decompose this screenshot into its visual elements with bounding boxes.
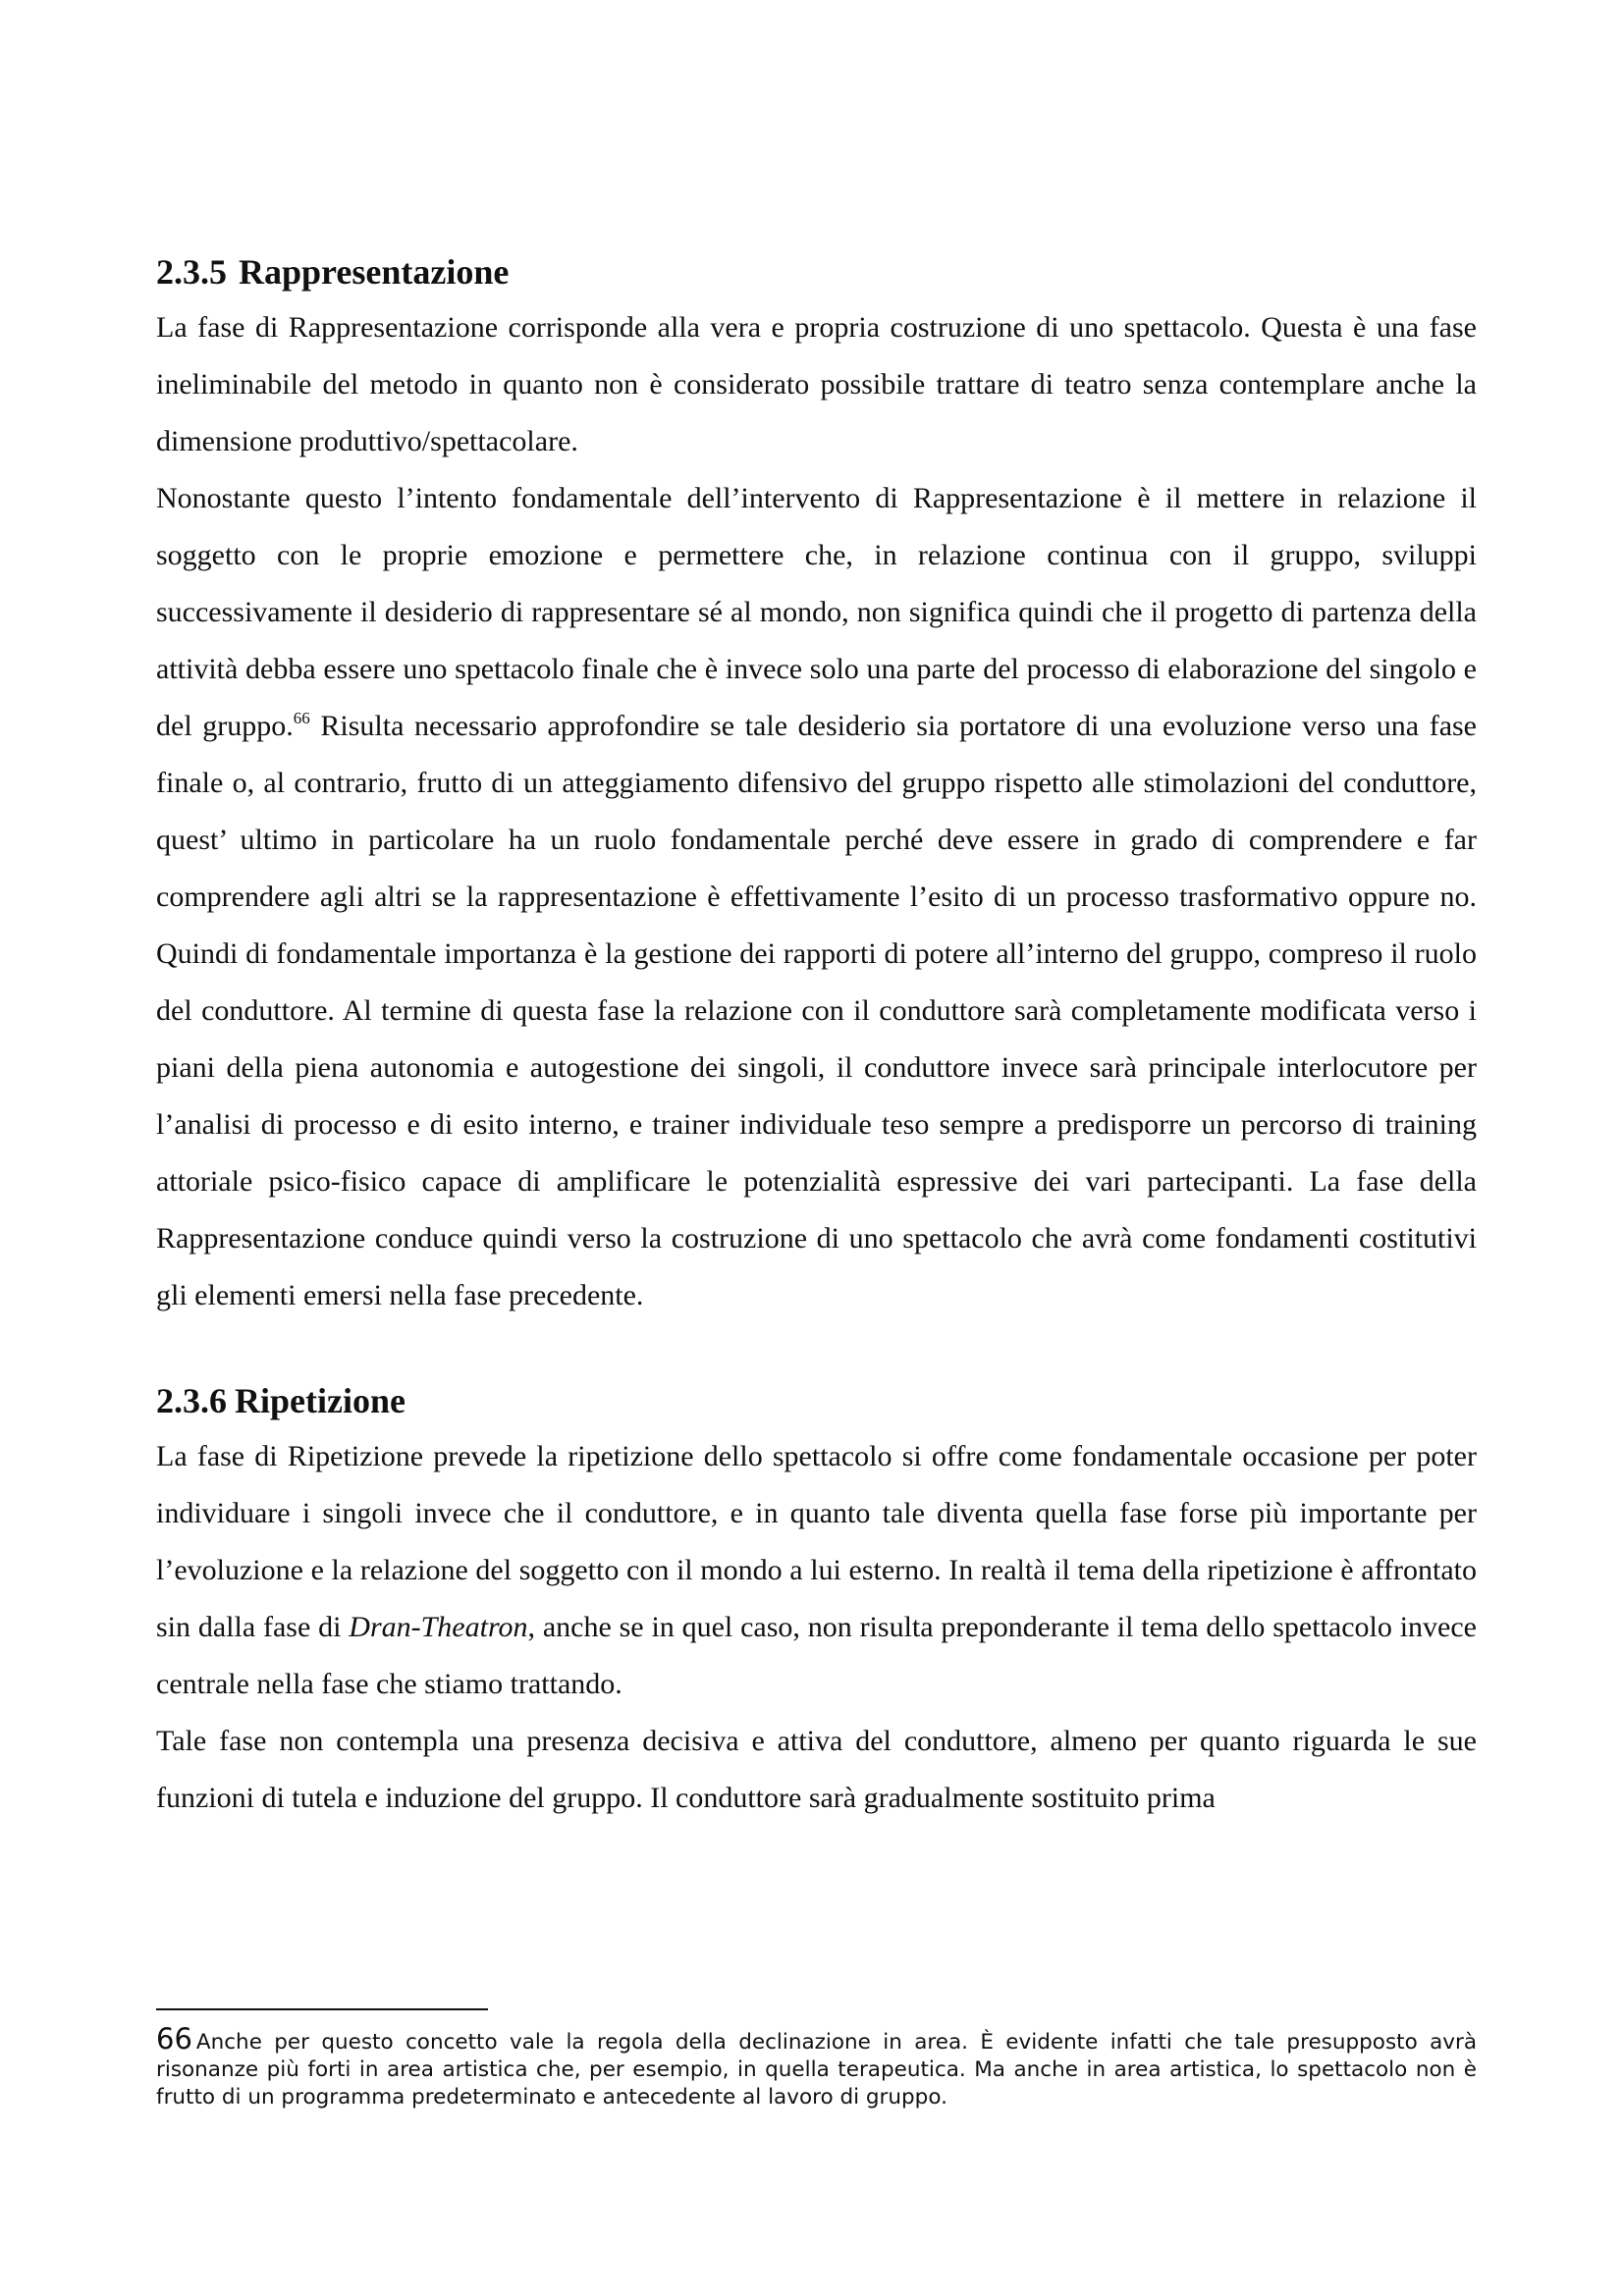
footnote-separator: [156, 2008, 488, 2010]
section-title: Rappresentazione: [239, 252, 510, 292]
paragraph: La fase di Rappresentazione corrisponde alla vera e propria costruzione di uno spettacolo. Questa è una fase ineliminabile del metodo in quanto non è considerato possibile trattare di teatro senza contemplare anche la dimensione produttivo/spettacolare.: [156, 311, 1477, 457]
footnote-text: Anche per questo concetto vale la regola della declinazione in area. È evidente infatti che tale presupposto avrà risonanze più forti in area artistica che, per esempio, in quella terapeutica. Ma anche in area artistica, lo spettacolo non è frutto di un programma predeterminato e antecedente al lavoro di gruppo.: [156, 2030, 1477, 2109]
section-heading-rappresentazione: [156, 248, 1477, 295]
section-title: Ripetizione: [235, 1381, 406, 1420]
section-number: 2.3.5: [156, 252, 227, 292]
section-heading-ripetizione: [156, 1377, 1477, 1424]
main-content: [156, 248, 1477, 1827]
paragraph-text: , anche se in quel caso, non risulta preponderante il tema dello spettacolo invece centrale nella fase che stiamo trattando.: [156, 1611, 1477, 1700]
paragraph-text: Nonostante questo l’intento fondamentale dell’intervento di Rappresentazione è il mettere in relazione il soggetto con le proprie emozione e permettere che, in relazione continua con il gruppo, sviluppi successivamente il desiderio di rappresentare sé al mondo, non significa quindi che il progetto di partenza della attività debba essere uno spettacolo finale che è invece solo una parte del processo di elaborazione del singolo e del gruppo.: [156, 482, 1477, 742]
footnote: [156, 2022, 1477, 2111]
paragraph: [156, 470, 1477, 1324]
paragraph-text: La fase di Ripetizione prevede la ripetizione dello spettacolo si offre come fondamentale occasione per poter individuare i singoli invece che il conduttore, e in quanto tale diventa quella fase forse più importante per l’evoluzione e la relazione del soggetto con il mondo a lui esterno. In realtà il tema della ripetizione è affrontato sin dalla fase di: [156, 1440, 1477, 1643]
footnote-number: 66: [156, 2022, 192, 2056]
italic-term: Dran-Theatron: [349, 1611, 528, 1643]
section-number: 2.3.6: [156, 1381, 227, 1420]
paragraph: Tale fase non contempla una presenza decisiva e attiva del conduttore, almeno per quanto riguarda le sue funzioni di tutela e induzione del gruppo. Il conduttore sarà gradualmente sostituito prima: [156, 1725, 1477, 1814]
section-spacer: [156, 1324, 1477, 1377]
paragraph-text: Risulta necessario approfondire se tale desiderio sia portatore di una evoluzione verso una fase finale o, al contrario, frutto di un atteggiamento difensivo del gruppo rispetto alle stimolazioni del conduttore, quest’ ultimo in particolare ha un ruolo fondamentale perché deve essere in grado di comprendere e far comprendere agli altri se la rappresentazione è effettivamente l’esito di un processo trasformativo oppure no. Quindi di fondamentale importanza è la gestione dei rapporti di potere all’interno del gruppo, compreso il ruolo del conduttore. Al termine di questa fase la relazione con il conduttore sarà completamente modificata verso i piani della piena autonomia e autogestione dei singoli, il conduttore invece sarà principale interlocutore per l’analisi di processo e di esito interno, e trainer individuale teso sempre a predisporre un percorso di training attoriale psico-fisico capace di amplificare le potenzialità espressive dei vari partecipanti. La fase della Rappresentazione conduce quindi verso la costruzione di uno spettacolo che avrà come fondamenti costitutivi gli elementi emersi nella fase precedente.: [156, 710, 1477, 1311]
paragraph: [156, 1428, 1477, 1713]
footnote-reference[interactable]: 66: [293, 709, 310, 727]
